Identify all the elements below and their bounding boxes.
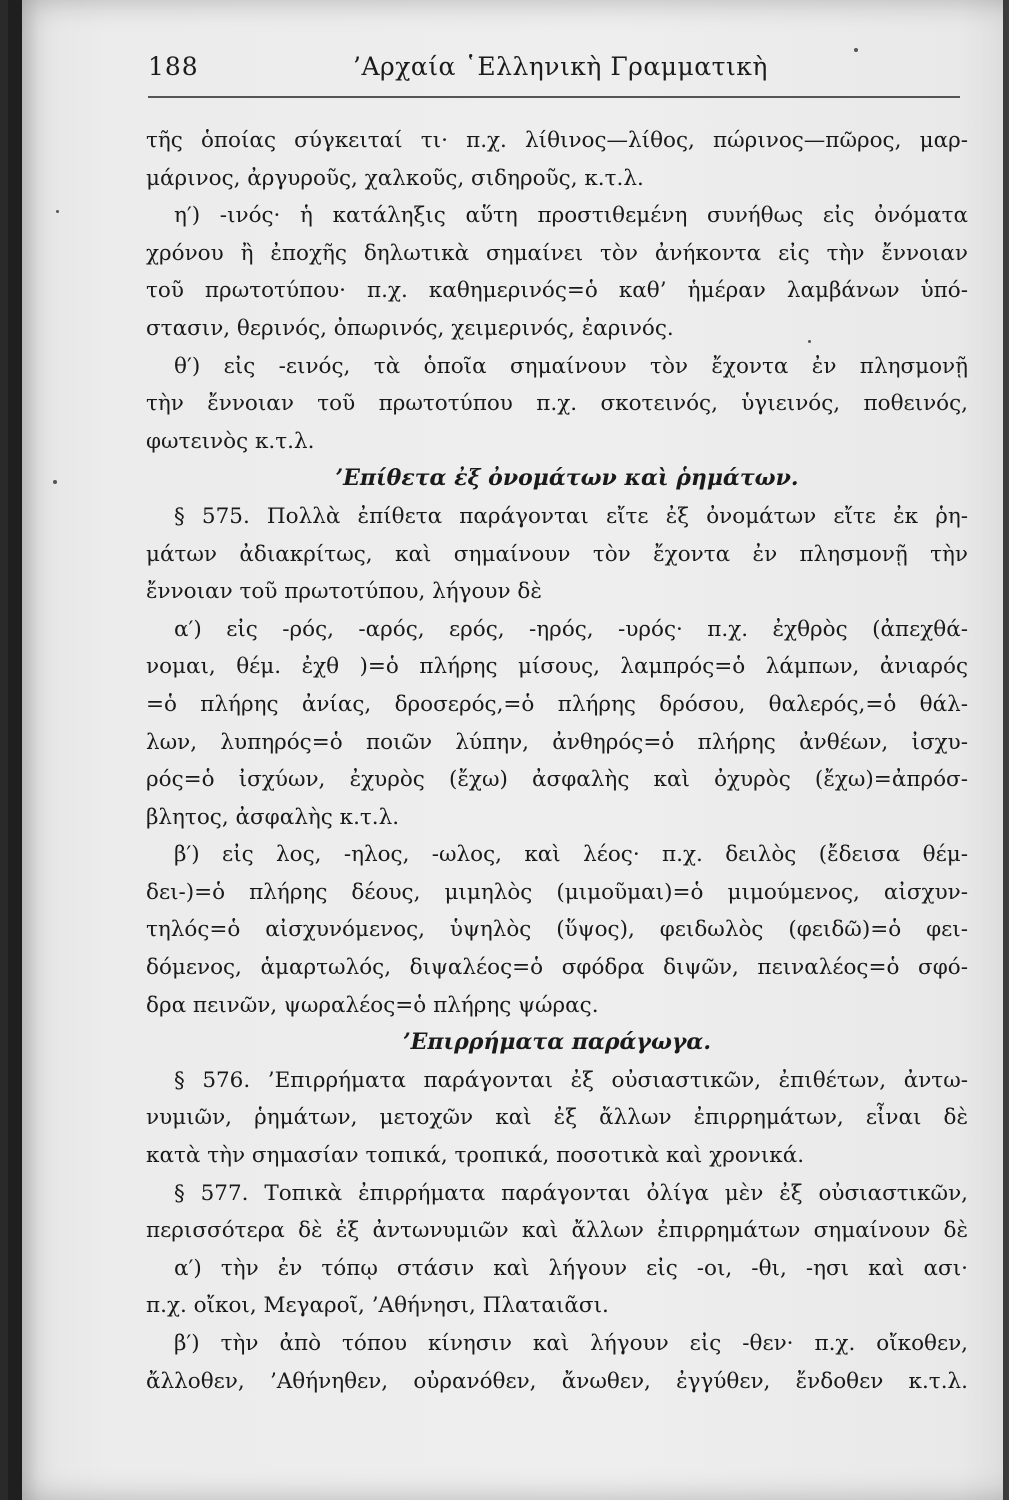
text-line: ἔννοιαν τοῦ πρωτοτύπου, λήγουν δὲ: [146, 579, 542, 605]
text-line: τὴν ἔννοιαν τοῦ πρωτοτύπου π.χ. σκοτεινός, ὑγιεινός, ποθεινός,: [146, 391, 968, 417]
print-speck: [56, 210, 59, 213]
print-speck: [854, 48, 858, 52]
book-page: [8, 0, 1009, 1500]
running-title: ’Αρχαία ῾Ελληνικὴ Γραμματικὴ: [353, 52, 768, 81]
text-line: § 576. ’Επιρρήματα παράγονται ἐξ οὐσιαστικῶν, ἐπιθέτων, ἀντω-: [174, 1067, 968, 1093]
text-line: φωτεινὸς κ.τ.λ.: [146, 428, 315, 454]
page-header: [148, 44, 968, 88]
text-line: τηλός=ὁ αἰσχυνόμενος, ὑψηλὸς (ὕψος), φειδωλὸς (φειδῶ)=ὁ φει-: [146, 917, 968, 943]
print-speck: [53, 480, 57, 484]
text-line: β′) εἰς λος, -ηλος, -ωλος, καὶ λέος· π.χ. δειλὸς (ἔδεισα θέμ-: [174, 842, 968, 868]
text-line: β′) τὴν ἀπὸ τόπου κίνησιν καὶ λήγουν εἰς -θεν· π.χ. οἴκοθεν,: [174, 1331, 968, 1356]
text-line: ἄλλοθεν, ’Αθήνηθεν, οὐρανόθεν, ἄνωθεν, ἐγγύθεν, ἔνδοθεν κ.τ.λ.: [146, 1368, 968, 1394]
text-line: π.χ. οἴκοι, Μεγαροῖ, ’Αθήνησι, Πλαταιᾶσι.: [146, 1293, 609, 1319]
page-number: 188: [148, 52, 199, 81]
section-heading: ’Επίθετα ἐξ ὀνομάτων καὶ ῥημάτων.: [335, 465, 799, 492]
text-line: νυμιῶν, ῥημάτων, μετοχῶν καὶ ἐξ ἄλλων ἐπιρρημάτων, εἶναι δὲ: [146, 1105, 968, 1131]
text-line: μάρινος, ἀργυροῦς, χαλκοῦς, σιδηροῦς, κ.τ.λ.: [146, 165, 644, 191]
text-line: δει-)=ὁ πλήρης δέους, μιμηλὸς (μιμοῦμαι)=ὁ μιμούμενος, αἰσχυν-: [146, 879, 968, 905]
text-line: μάτων ἀδιακρίτως, καὶ σημαίνουν τὸν ἔχοντα ἐν πλησμονῇ τὴν: [146, 541, 968, 567]
text-line: § 575. Πολλὰ ἐπίθετα παράγονται εἴτε ἐξ ὀνομάτων εἴτε ἐκ ῥη-: [174, 503, 968, 529]
text-line: χρόνου ἢ ἐποχῆς δηλωτικὰ σημαίνει τὸν ἀνήκοντα εἰς τὴν ἔννοιαν: [146, 240, 968, 266]
text-line: ρός=ὁ ἰσχύων, ἐχυρὸς (ἔχω) ἀσφαλὴς καὶ ὀχυρὸς (ἔχω)=ἀπρόσ-: [146, 767, 968, 793]
text-line: α′) τὴν ἐν τόπῳ στάσιν καὶ λήγουν εἰς -οι, -θι, -ησι καὶ ασι·: [174, 1255, 968, 1281]
body-text: [146, 122, 968, 1400]
section-heading: ’Επιρρήματα παράγωγα.: [402, 1029, 712, 1056]
text-line: λων, λυπηρός=ὁ ποιῶν λύπην, ἀνθηρός=ὁ πλήρης ἀνθέων, ἰσχυ-: [146, 729, 968, 755]
header-rule: [148, 96, 960, 98]
text-line: νομαι, θέμ. ἐχθ )=ὁ πλήρης μίσους, λαμπρός=ὁ λάμπων, ἀνιαρός: [146, 654, 968, 680]
text-line: στασιν, θερινός, ὀπωρινός, χειμερινός, ἐαρινός.: [146, 315, 674, 341]
book-spine-shadow: [8, 0, 22, 1500]
text-line: κατὰ τὴν σημασίαν τοπικά, τροπικά, ποσοτικὰ καὶ χρονικά.: [146, 1143, 805, 1169]
text-line: τῆς ὁποίας σύγκειταί τι· π.χ. λίθινος—λίθος, πώρινος—πῶρος, μαρ-: [146, 128, 968, 153]
page-edge: [1003, 0, 1009, 1500]
text-line: θ′) εἰς -εινός, τὰ ὁποῖα σημαίνουν τὸν ἔχοντα ἐν πλησμονῇ: [174, 353, 968, 379]
text-line: περισσότερα δὲ ἐξ ἀντωνυμιῶν καὶ ἄλλων ἐπιρρημάτων σημαίνουν δὲ: [146, 1218, 968, 1244]
text-line: βλητος, ἀσφαλὴς κ.τ.λ.: [146, 804, 400, 830]
text-line: δόμενος, ἁμαρτωλός, διψαλέος=ὁ σφόδρα διψῶν, πειναλέος=ὁ σφό-: [146, 955, 968, 981]
print-speck: [808, 340, 811, 343]
text-line: =ὁ πλήρης ἀνίας, δροσερός,=ὁ πλήρης δρόσου, θαλερός,=ὁ θάλ-: [146, 691, 968, 717]
text-line: α′) εἰς -ρός, -αρός, ερός, -ηρός, -υρός· π.χ. ἐχθρὸς (ἀπεχθά-: [174, 616, 968, 642]
text-line: § 577. Τοπικὰ ἐπιρρήματα παράγονται ὀλίγα μὲν ἐξ οὐσιαστικῶν,: [174, 1180, 968, 1206]
text-line: τοῦ πρωτοτύπου· π.χ. καθημερινός=ὁ καθ’ ἡμέραν λαμβάνων ὑπό-: [146, 278, 968, 304]
text-line: η′) -ινός· ἡ κατάληξις αὕτη προστιθεμένη συνήθως εἰς ὀνόματα: [174, 203, 968, 229]
text-line: δρα πεινῶν, ψωραλέος=ὁ πλήρης ψώρας.: [146, 992, 599, 1018]
